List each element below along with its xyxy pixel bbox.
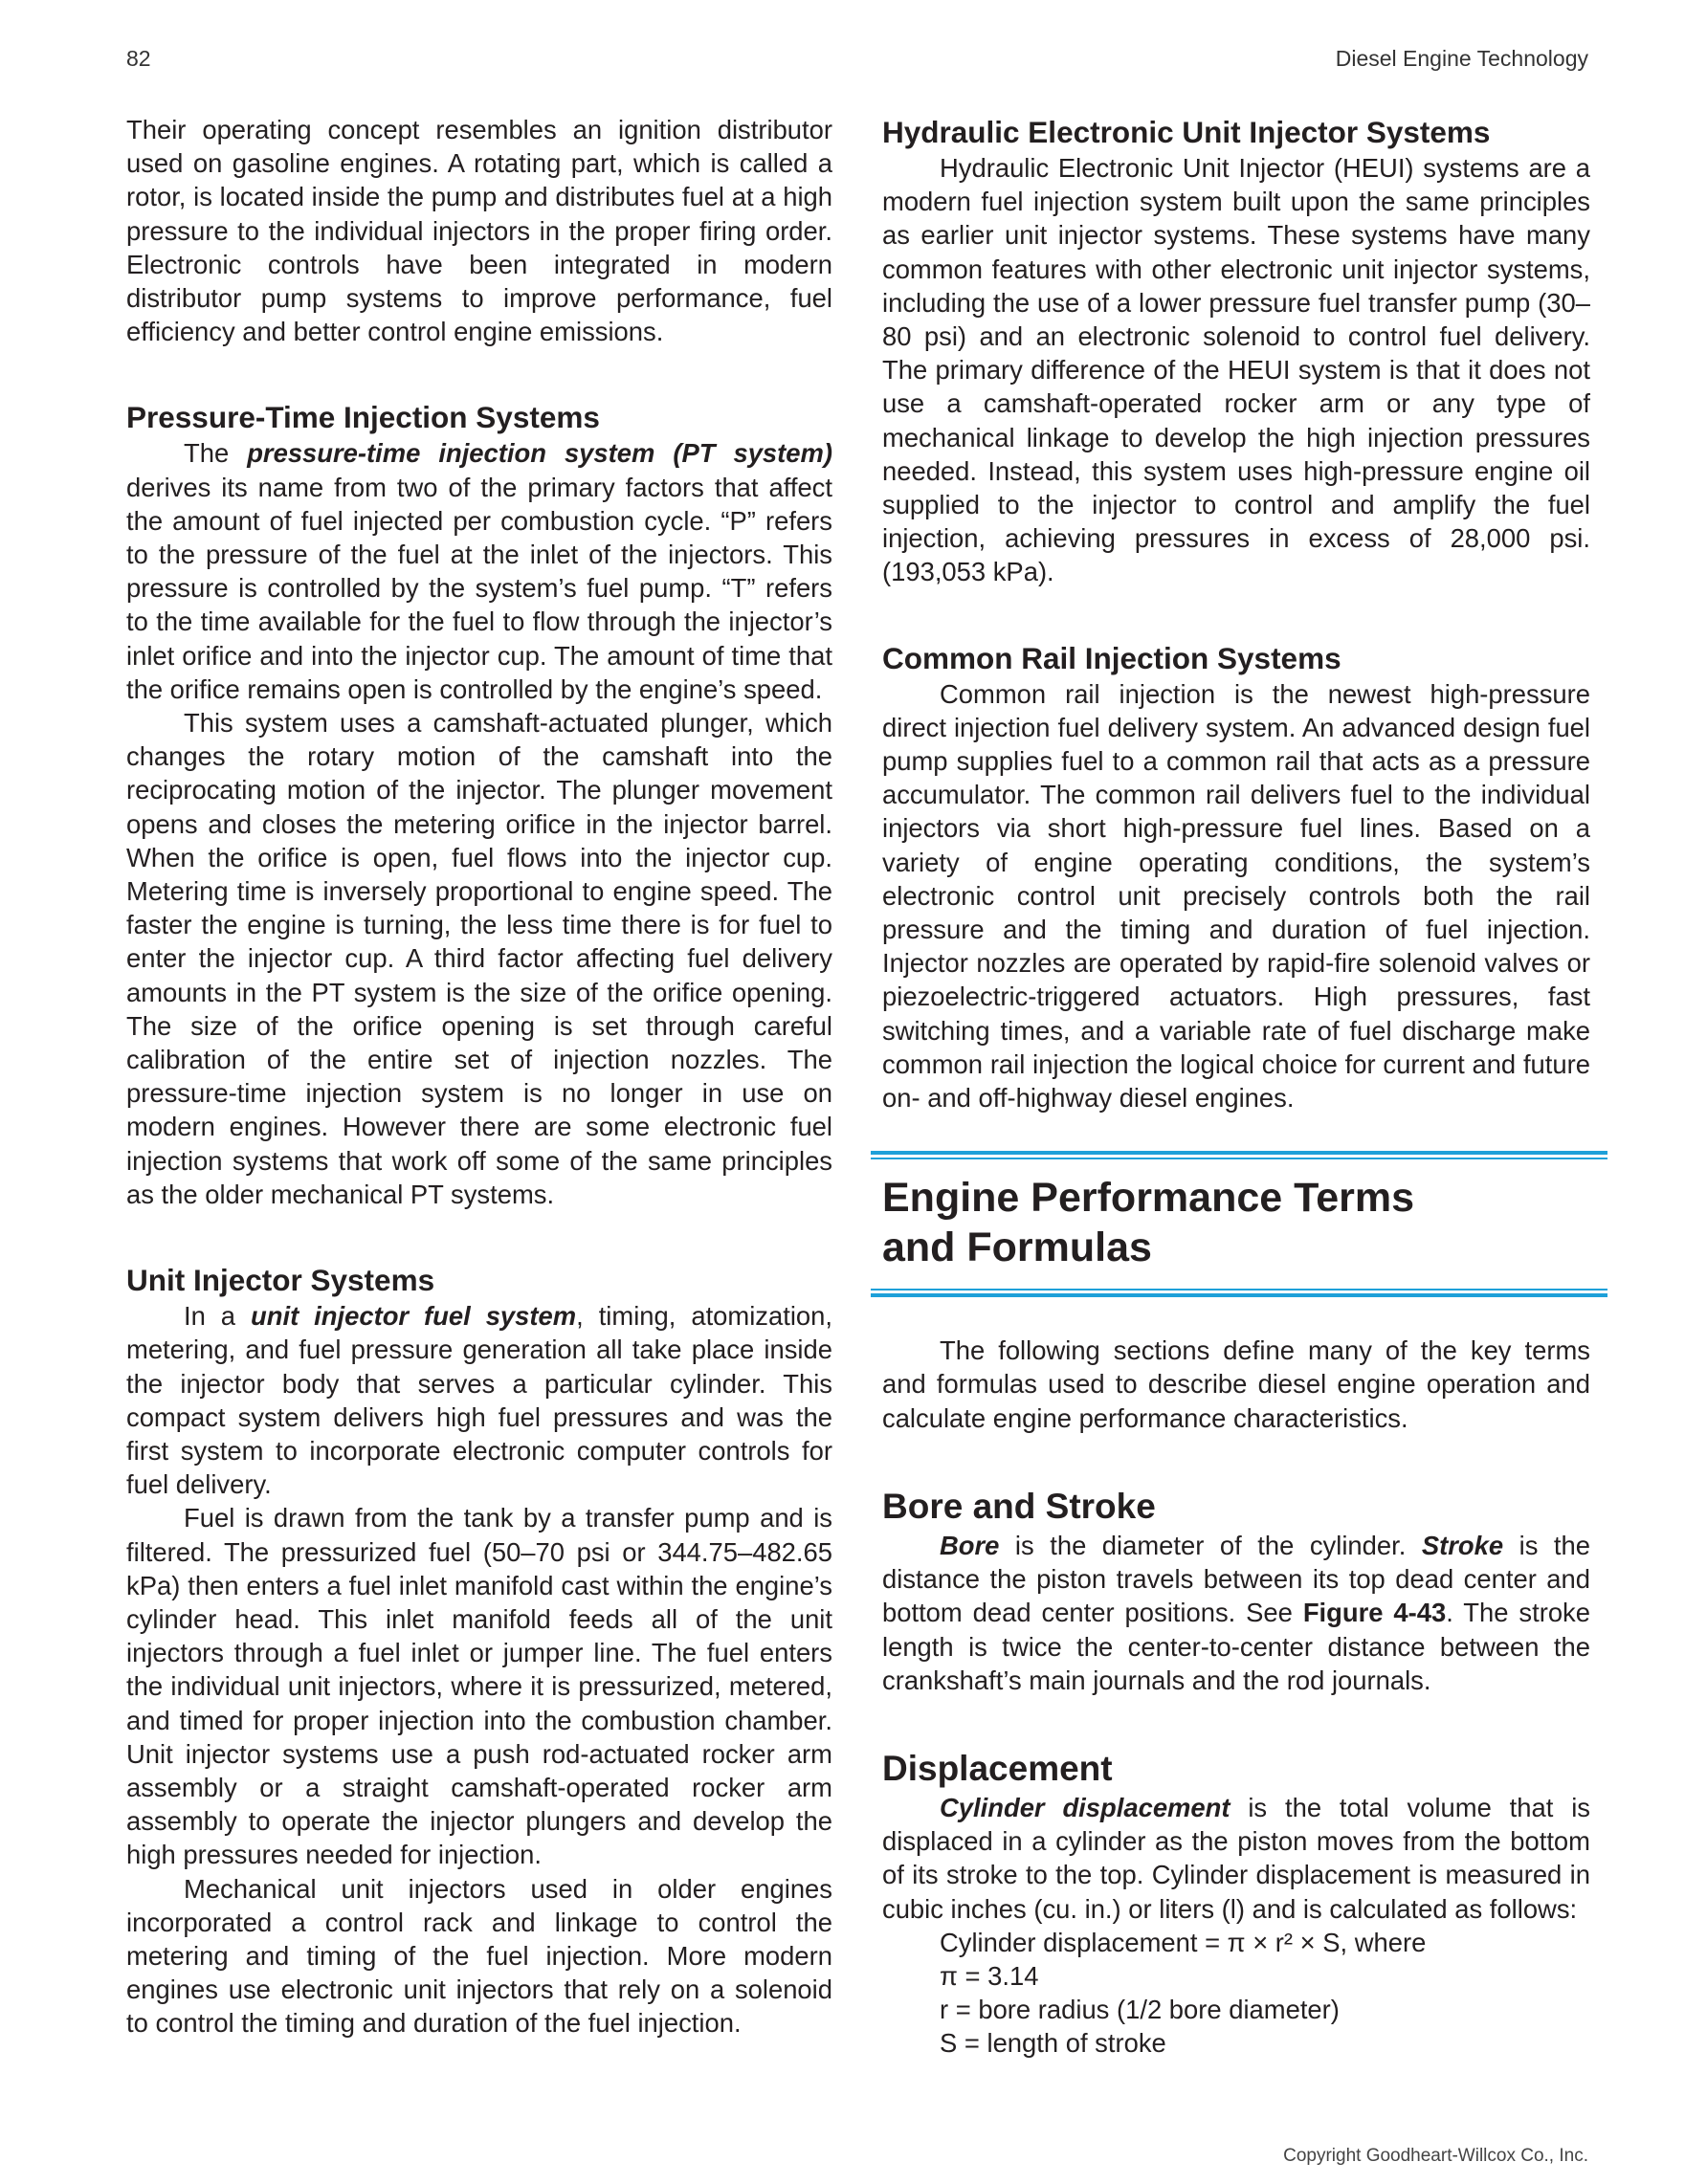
running-title: Diesel Engine Technology: [1335, 46, 1588, 71]
copyright-footer: Copyright Goodheart-Willcox Co., Inc.: [1283, 2146, 1588, 2166]
bore-text-3: . The stroke length is twice the center-to-center distance between the crankshaft’s main journals and the rod journals.: [882, 1598, 1590, 1695]
pt-paragraph-1: [126, 436, 832, 706]
heading-pressure-time: Pressure-Time Injection Systems: [126, 400, 600, 435]
heading-heui: Hydraulic Electronic Unit Injector Systems: [882, 115, 1491, 149]
unit-paragraph-3: Mechanical unit injectors used in older engines incorporated a control rack and linkage to control the metering and timing of the fuel injection. More modern engines use electronic unit injectors that rely on a solenoid to control the timing and duration of the fuel injection.: [126, 1873, 832, 2039]
major-heading: [882, 1159, 1590, 1286]
term-unit-injector: unit injector fuel system: [251, 1301, 577, 1332]
page-header: [126, 46, 1588, 78]
pt-p1-post: derives its name from two of the primary factors that affect the amount of fuel injected per combustion cycle. “P” refers to the pressure of the fuel at the inlet of the injectors. This pressure is controlled by the system’s fuel pump. “T” refers to the time available for the fuel to flow through the injector’s inlet orifice and into the injector cup. The amount of time that the orifice remains open is controlled by the engine’s speed.: [126, 472, 832, 704]
term-pt-system: pressure-time injection system (PT system): [247, 438, 832, 469]
figure-ref-4-43[interactable]: Figure 4-43: [1302, 1598, 1447, 1628]
rule-top: [871, 1151, 1607, 1155]
formula-line-1: Cylinder displacement = π × r² × S, where: [940, 1927, 1427, 1957]
formula-line-4: S = length of stroke: [940, 2028, 1166, 2059]
common-rail-paragraph: Common rail injection is the newest high-pressure direct injection fuel delivery system. An advanced design fuel pump supplies fuel to a common rail that acts as a pressure accumulator. The common rail delivers fuel to the individual injectors via short high-pressure fuel lines. Based on a variety of engine operating conditions, the system’s electronic control unit precisely controls both the rail pressure and the timing and duration of fuel injection. Injector nozzles are operated by rapid-fire solenoid valves or piezoelectric-triggered actuators. High pressures, fast switching times, and a variable rate of fuel discharge make common rail injection the logical choice for current and future on- and off-highway diesel engines.: [882, 678, 1590, 1114]
rule-bottom-thin: [871, 1289, 1607, 1291]
major-heading-line-2: and Formulas: [882, 1224, 1152, 1271]
right-column: [882, 113, 1590, 2061]
heading-common-rail: Common Rail Injection Systems: [882, 640, 1341, 675]
bore-paragraph: [882, 1529, 1590, 1697]
rule-bottom: [871, 1293, 1607, 1297]
term-bore: Bore: [940, 1530, 1000, 1560]
heading-bore-stroke: Bore and Stroke: [882, 1486, 1156, 1526]
page-number: 82: [126, 46, 151, 71]
left-column: [126, 113, 832, 2041]
displacement-paragraph: [882, 1791, 1590, 1926]
unit-p1-post: , timing, atomization, metering, and fuel pressure generation all take place inside the injector body that serves a particular cylinder. This compact system delivers high fuel pressures and was the first system to incorporate electronic computer controls for fuel delivery.: [126, 1301, 833, 1500]
unit-paragraph-2: Fuel is drawn from the tank by a transfer pump and is filtered. The pressurized fuel (50–70 psi or 344.75–482.65 kPa) then enters a fuel inlet manifold cast within the engine’s cylinder head. This inlet manifold feeds all of the unit injectors through a fuel inlet or jumper line. The fuel enters the individual unit injectors, where it is pressurized, metered, and timed for proper injection into the combustion chamber. Unit injector systems use a push rod-actuated rocker arm assembly or a straight camshaft-operated rocker arm assembly to operate the injector plungers and develop the high pressures needed for injection.: [126, 1503, 832, 1870]
unit-paragraph-1: [126, 1299, 832, 1501]
formula-line-3: r = bore radius (1/2 bore diameter): [940, 1995, 1340, 2025]
heading-displacement: Displacement: [882, 1748, 1113, 1788]
pt-paragraph-2: This system uses a camshaft-actuated plunger, which changes the rotary motion of the camshaft into the reciprocating motion of the injector. The plunger movement opens and closes the metering orifice in the injector barrel. When the orifice is open, fuel flows into the injector cup. Metering time is inversely proportional to engine speed. The faster the engine is turning, the less time there is for fuel to enter the injector cup. A third factor affecting fuel delivery amounts in the PT system is the size of the orifice opening. The size of the orifice opening is set through careful calibration of the entire set of injection nozzles. The pressure-time injection system is no longer in use on modern engines. However there are some electronic fuel injection systems that work off some of the same principles as the older mechanical PT systems.: [126, 708, 832, 1209]
unit-p1-pre: In a: [184, 1301, 251, 1332]
major-heading-line-1: Engine Performance Terms: [882, 1175, 1414, 1222]
displacement-text: is the total volume that is displaced in a cylinder as the piston moves from the bottom of its stroke to the top. Cylinder displacement is measured in cubic inches (cu. in.) or liters (l) and is calculated as follows:: [882, 1792, 1590, 1924]
term-stroke: Stroke: [1421, 1530, 1504, 1560]
major-heading-block: [882, 1151, 1590, 1297]
major-intro-paragraph: The following sections define many of the key terms and formulas used to describe diesel engine operation and calculate engine performance characteristics.: [882, 1335, 1590, 1433]
bore-text-1: is the diameter of the cylinder.: [999, 1530, 1422, 1560]
intro-paragraph: Their operating concept resembles an ignition distributor used on gasoline engines. A rotating part, which is called a rotor, is located inside the pump and distributes fuel at a high pressure to the individual injectors in the proper firing order. Electronic controls have been integrated in modern distributor pump systems to improve performance, fuel efficiency and better control engine emissions.: [126, 115, 832, 347]
formula-line-2: π = 3.14: [940, 1960, 1039, 1991]
bore-text-2: is the distance the piston travels between its top dead center and bottom dead center positions. See: [882, 1530, 1590, 1628]
term-cylinder-displacement: Cylinder displacement: [940, 1792, 1230, 1822]
pt-p1-pre: The: [184, 438, 248, 469]
heading-unit-injector: Unit Injector Systems: [126, 1263, 435, 1298]
heui-paragraph: Hydraulic Electronic Unit Injector (HEUI) systems are a modern fuel injection system built upon the same principles as earlier unit injector systems. These systems have many common features with other electronic unit injector systems, including the use of a lower pressure fuel transfer pump (30–80 psi) and an electronic solenoid to control fuel delivery. The primary difference of the HEUI system is that it does not use a camshaft-operated rocker arm or any type of mechanical linkage to develop the high injection pressures needed. Instead, this system uses high-pressure engine oil supplied to the injector to control and amplify the fuel injection, achieving pressures in excess of 28,000 psi. (193,053 kPa).: [882, 153, 1590, 587]
